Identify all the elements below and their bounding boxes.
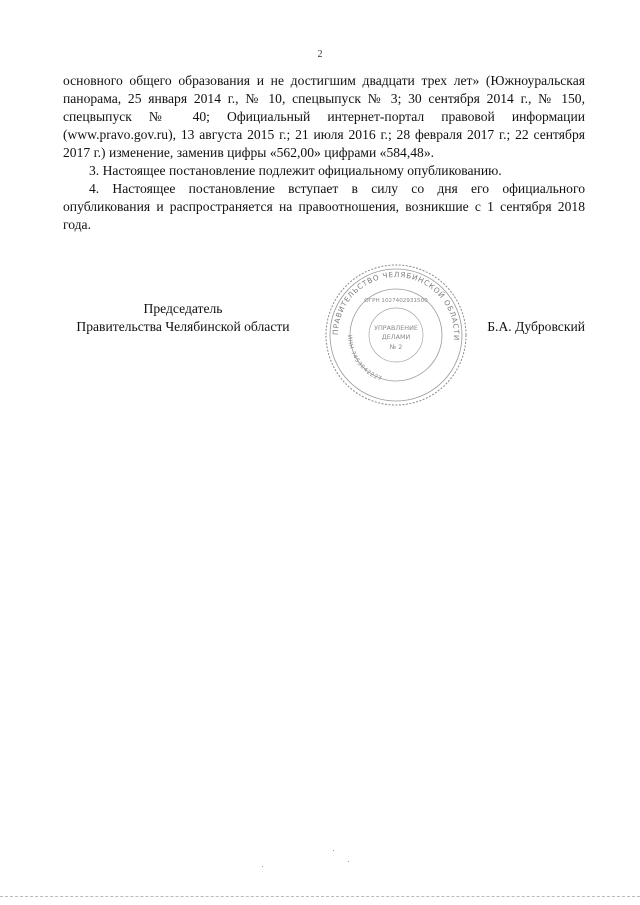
paragraph-3: 3. Настоящее постановление подлежит официальному опубликованию. — [89, 163, 502, 178]
seal-reg-number: ОГРН 1027402931500 — [364, 298, 428, 304]
seal-center-line2: ДЕЛАМИ — [381, 333, 411, 341]
document-body — [63, 72, 585, 234]
seal-ring-text: ПРАВИТЕЛЬСТВО ЧЕЛЯБИНСКОЙ ОБЛАСТИ — [330, 269, 462, 342]
scan-speck — [348, 861, 349, 862]
seal-center-line1: УПРАВЛЕНИЕ — [374, 324, 418, 332]
seal-inn-text: ИНН 7453042227 — [345, 334, 383, 383]
signature-block — [63, 269, 585, 406]
scan-edge-line — [0, 896, 640, 898]
signatory-name: Б.А. Дубровский — [487, 319, 585, 334]
signatory-title-line2: Правительства Челябинской области — [76, 319, 290, 334]
signatory-title — [63, 300, 303, 336]
svg-text:ИНН 7453042227 — [346, 335, 383, 383]
paragraph-4: 4. Настоящее постановление вступает в силу со дня его официального опубликования и распространяется на правоотношения, возникшие с 1 сентября 2018 года. — [63, 181, 585, 232]
official-seal — [321, 260, 471, 410]
scan-speck — [262, 866, 263, 867]
paragraph-continuation: основного общего образования и не достигшим двадцати трех лет» (Южноуральская панорама, 25 января 2014 г., № 10, спецвыпуск № 3; 30 сентября 2014 г., № 150, спецвыпуск № 40; Официальный интернет-портал правовой информации (www.pravo.gov.ru), 13 августа 2015 г.; 21 июля 2016 г.; 28 февраля 2017 г.; 22 сентября 2017 г.) изменение, заменив цифры «562,00» цифрами «584,48». — [63, 73, 585, 160]
signatory-title-line1: Председатель — [143, 301, 223, 316]
scan-speck — [333, 850, 334, 851]
seal-center-line3: № 2 — [389, 343, 403, 351]
page-number: 2 — [317, 49, 323, 60]
